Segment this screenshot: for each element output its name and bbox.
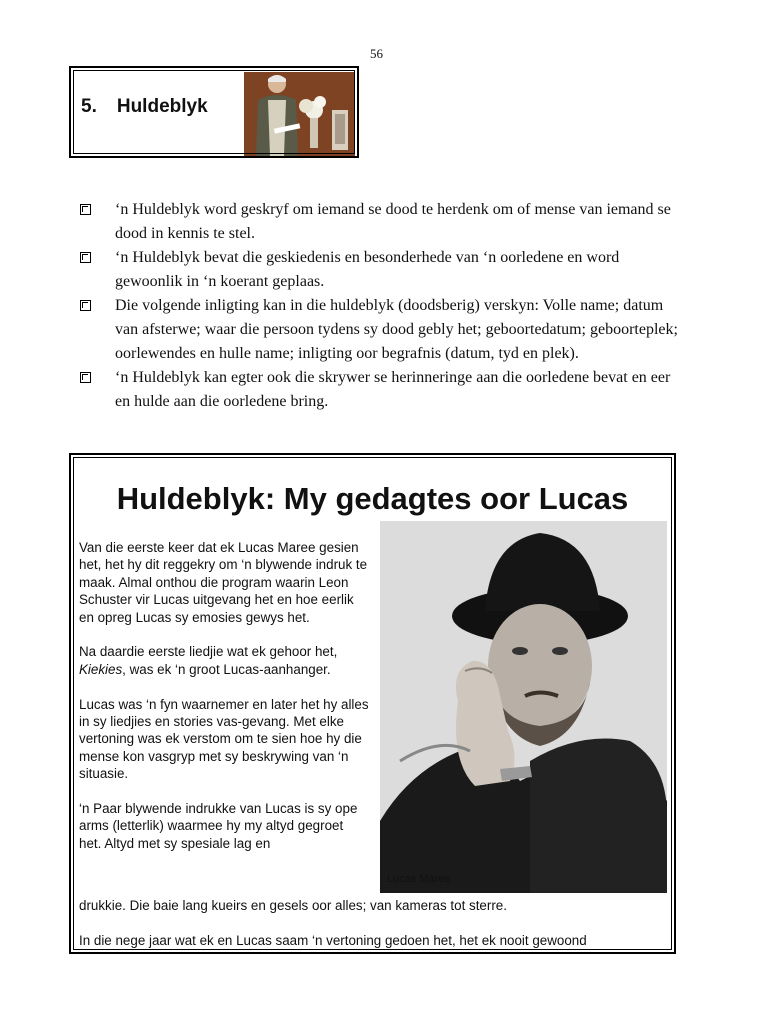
checkbox-bullet-icon <box>80 372 91 383</box>
article-paragraph: Van die eerste keer dat ek Lucas Maree gesien het, het hy dit reggekry om ‘n blywende indruk te maak. Almal onthou die program waarin Leon Schuster vir Lucas uitgevang het en hoe eerlik en opreg Lucas sy emosies gewys het. <box>79 540 368 625</box>
section-title-text: Huldeblyk <box>116 96 208 117</box>
info-bullet-list <box>78 198 678 414</box>
tribute-article <box>69 453 676 954</box>
list-item: ‘n Huldeblyk word geskryf om iemand se dood te herdenk om of mense van iemand se dood in kennis te stel. <box>78 198 678 246</box>
article-column <box>79 539 369 852</box>
list-item: ‘n Huldeblyk bevat die geskiedenis en besonderhede van ‘n oorledene en word gewoonlik in ‘n koerant geplaas. <box>78 246 678 294</box>
header-photo <box>244 72 355 156</box>
photo-caption: Lucas Maree <box>387 873 451 885</box>
article-paragraph: Na daardie eerste liedjie wat ek gehoor het, Kiekies, was ek ‘n groot Lucas-aanhanger. <box>79 644 338 677</box>
article-paragraph: ‘n Paar blywende indrukke van Lucas is sy ope arms (letterlik) waarmee hy my altyd gegroet het. Altyd met sy spesiale lag en <box>79 801 358 851</box>
list-item: Die volgende inligting kan in die huldeblyk (doodsberig) verskyn: Volle name; datum van afsterwe; waar die persoon tydens sy dood gebly het; geboortedatum; geboorteplek; oorlewendes en hulle name; inligting oor begrafnis (datum, tyd en plek). <box>78 294 678 366</box>
article-paragraph: In die nege jaar wat ek en Lucas saam ‘n vertoning gedoen het, het ek nooit gewoond <box>79 933 587 948</box>
article-paragraph: Lucas was ‘n fyn waarnemer en later het hy alles in sy liedjies en stories vas-gevang. Met elke vertoning was ek verstom om te sien hoe hy die mense kon vasgryp met sy beskrywing van ‘n situasie. <box>79 696 369 782</box>
checkbox-bullet-icon <box>80 204 91 215</box>
section-header <box>69 66 359 158</box>
page-number: 56 <box>370 46 383 61</box>
article-title: Huldeblyk: My gedagtes oor Lucas <box>116 481 629 516</box>
lucas-photo <box>380 521 667 893</box>
section-title <box>81 96 208 118</box>
checkbox-bullet-icon <box>80 300 91 311</box>
section-number: 5. <box>81 96 97 117</box>
list-item: ‘n Huldeblyk kan egter ook die skrywer se herinneringe aan die oorledene bevat en eer en hulde aan die oorledene bring. <box>78 366 678 414</box>
checkbox-bullet-icon <box>80 252 91 263</box>
article-paragraph-continued: drukkie. Die baie lang kueirs en gesels oor alles; van kameras tot sterre. <box>79 898 507 913</box>
